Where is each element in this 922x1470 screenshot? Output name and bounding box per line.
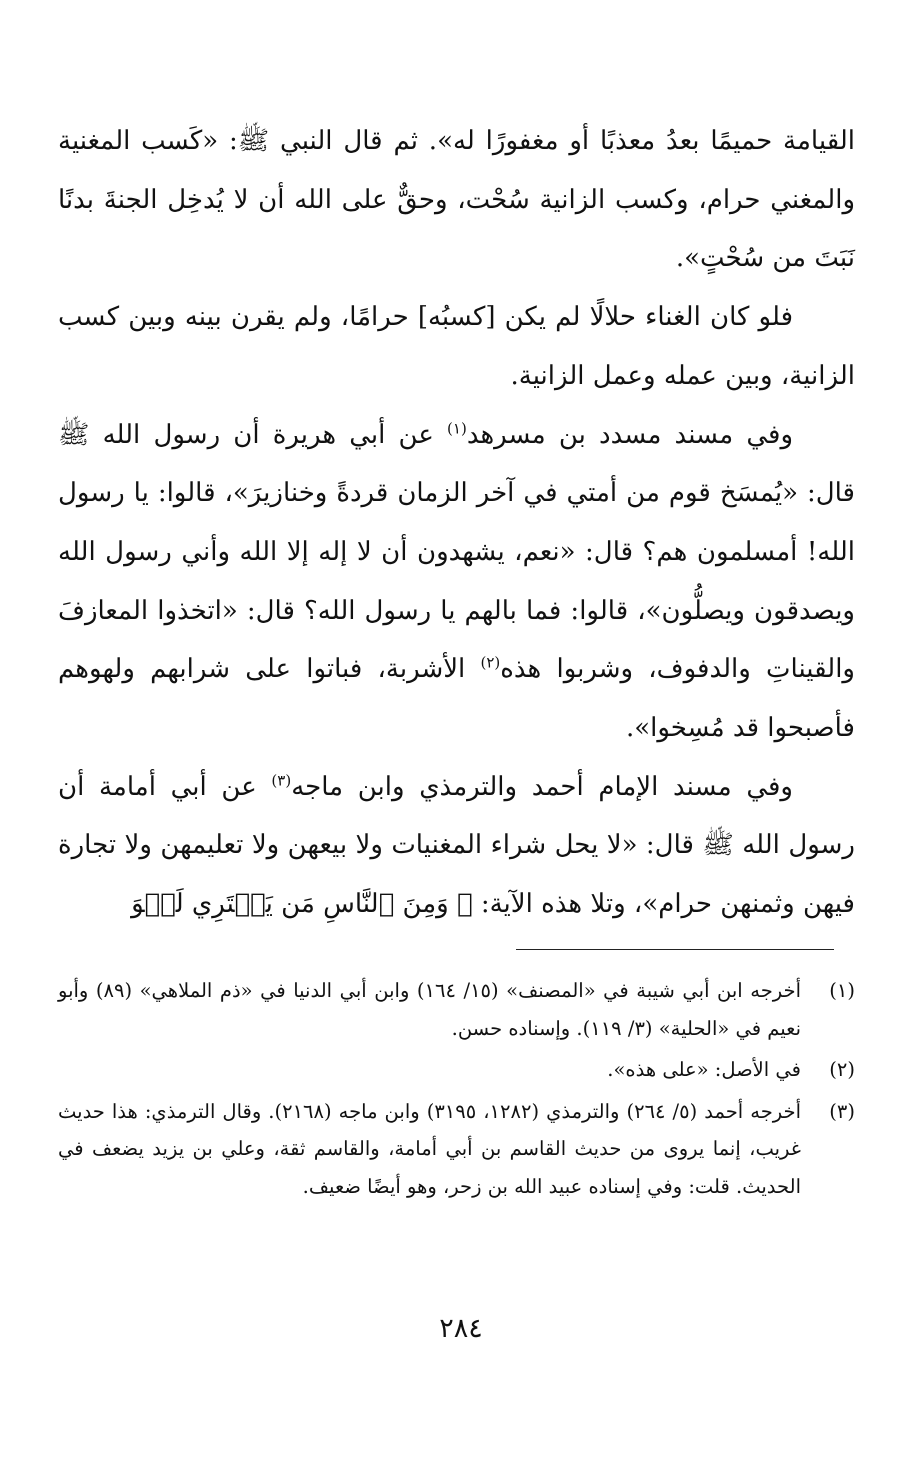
paragraph-3-text-c: الأشربة، فباتوا على شرابهم ولهوهم فأصبحوا قد مُسِخوا». [58,654,855,744]
paragraph-2: فلو كان الغناء حلالًا لم يكن [كسبُه] حرامًا، ولم يقرن بينه وبين كسب الزانية، وبين عمله وعمل الزانية. [58,302,855,391]
paragraph-4-text-b: عن أبي أمامة أن رسول الله ﷺ قال: «لا يحل شراء المغنيات ولا بيعهن ولا تعليمهن ولا تجارة فيهن وثمنهن حرام»، وتلا هذه الآية: [58,771,855,920]
quran-verse: ﴿ وَمِنَ ٱلنَّاسِ مَن يَشۡتَرِي لَهۡوَ [131,889,473,920]
footnote-text: في الأصل: «على هذه». [607,1058,801,1081]
footnote-text: أخرجه ابن أبي شيبة في «المصنف» (١٥/ ١٦٤) وابن أبي الدنيا في «ذم الملاهي» (٨٩) وأبو نعيم في «الحلية» (٣/ ١١٩). وإسناده حسن. [58,979,802,1040]
paragraph-4-text-a: وفي مسند الإمام أحمد والترمذي وابن ماجه [291,771,793,802]
footnote-divider [516,949,834,950]
paragraph-3 [58,406,855,758]
footnote-ref-3[interactable]: (٣) [271,771,292,790]
footnote-ref-1[interactable]: (١) [447,418,467,437]
main-text [58,112,855,934]
footnote-3 [58,1093,855,1206]
footnote-1 [58,972,855,1047]
footnote-number: (٢) [829,1058,855,1081]
footnote-text: أخرجه أحمد (٥/ ٢٦٤) والترمذي (١٢٨٢، ٣١٩٥) وابن ماجه (٢١٦٨). وقال الترمذي: هذا حديث غريب، إنما يروى من حديث القاسم بن أبي أمامة، والقاسم ثقة، وعلي بن يزيد يضعف في الحديث. قلت: وفي إسناده عبيد الله بن زحر، وهو أيضًا ضعيف. [58,1099,801,1198]
footnote-number: (٣) [829,1099,855,1123]
paragraph-3-text-b: عن أبي هريرة أن رسول الله ﷺ قال: «يُمسَخ قوم من أمتي في آخر الزمان قردةً وخنازيرَ»، قالوا: يا رسول الله! أمسلمون هم؟ قال: «نعم، يشهدون أن لا إله إلا الله وأني رسول الله ويصدقون ويصلُّون»، قالوا: فما بالهم يا رسول الله؟ قال: «اتخذوا المعازفَ والقيناتِ والدفوف، وشربوا هذه [58,419,855,685]
footnotes [58,972,855,1209]
paragraph-3-text-a: وفي مسند مسدد بن مسرهد [466,419,793,450]
paragraph-1: القيامة حميمًا بعدُ معذبًا أو مغفورًا له». ثم قال النبي ﷺ: «كَسب المغنية والمغني حرام، وكسب الزانية سُحْت، وحقٌّ على الله أن لا يُدخِل الجنةَ بدنًا نَبَتَ من سُحْتٍ». [58,126,855,274]
footnote-number: (١) [829,979,855,1002]
footnote-ref-2[interactable]: (٢) [480,653,501,672]
page-number: ٢٨٤ [439,1313,483,1344]
footnote-2 [58,1051,855,1089]
paragraph-4 [58,758,855,934]
